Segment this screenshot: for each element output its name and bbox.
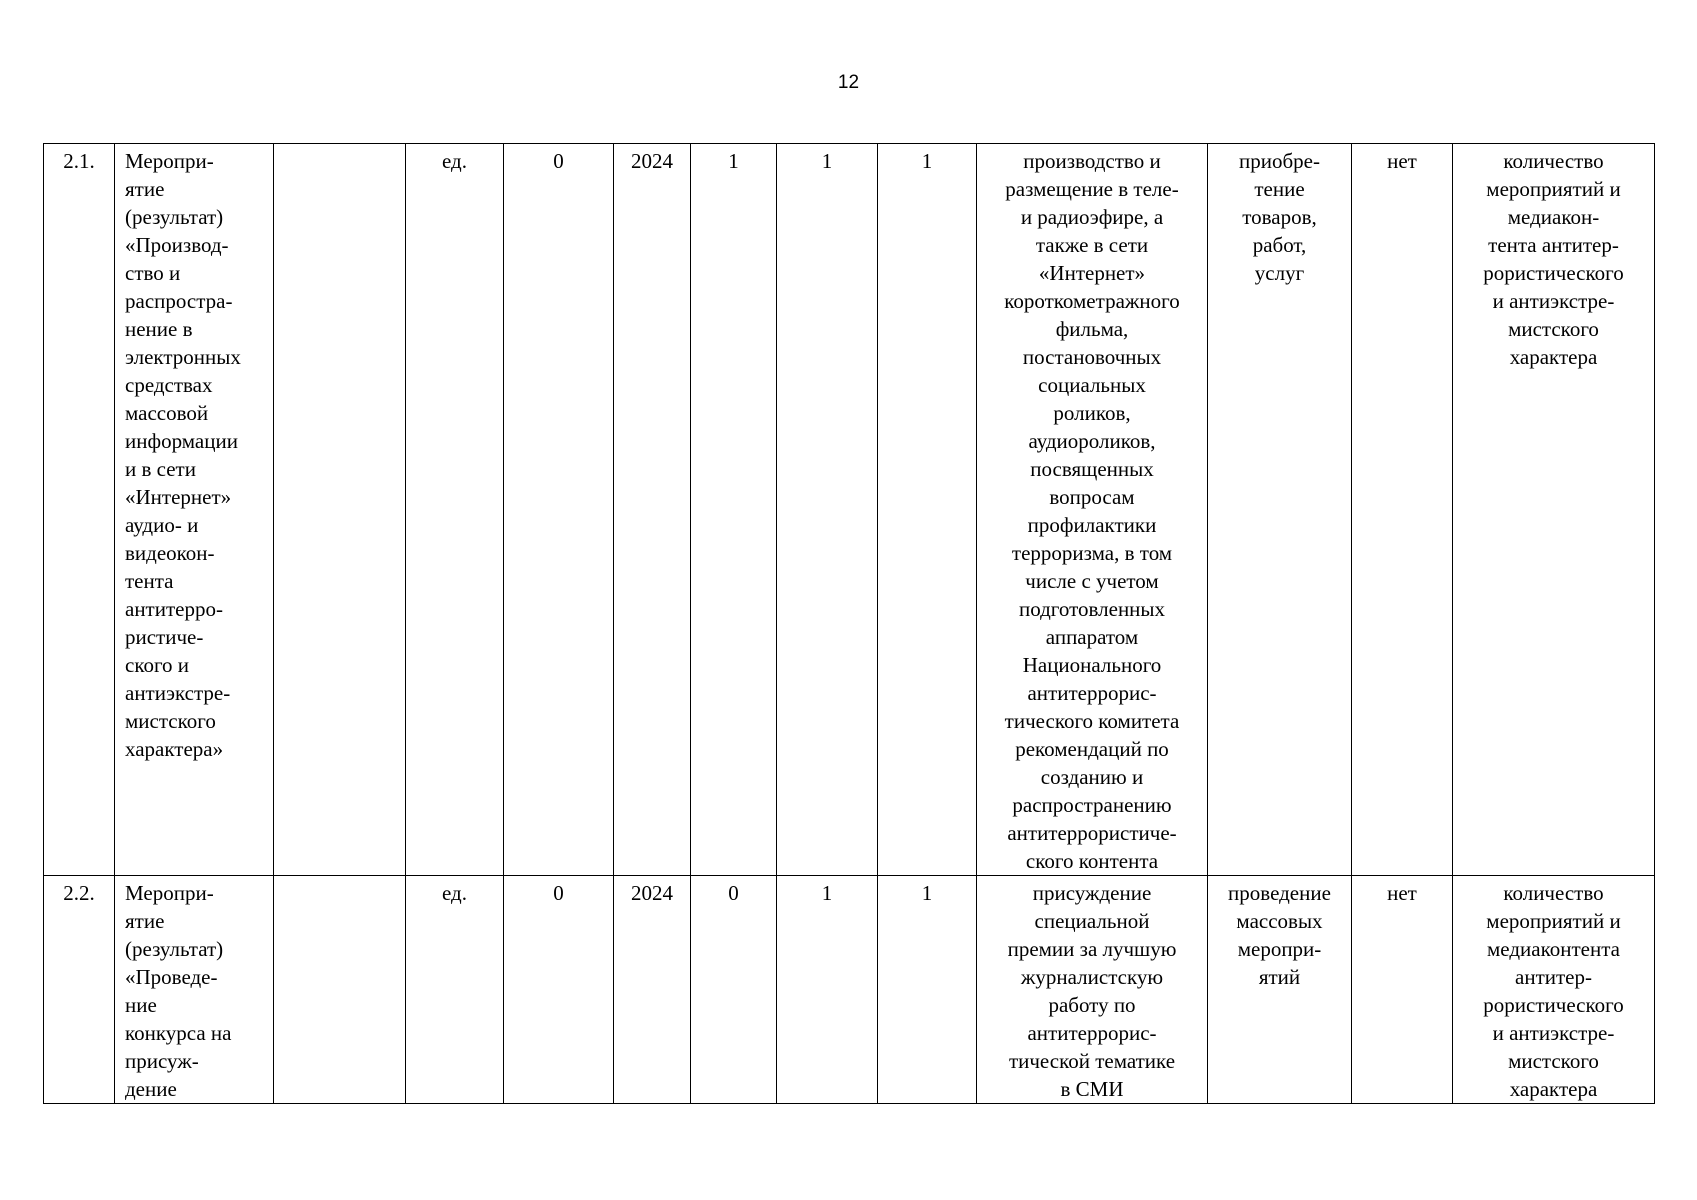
type-cell: приобре- тение товаров, работ, услуг xyxy=(1208,144,1352,876)
description-cell: присуждение специальной премии за лучшую журналистскую работу по антитеррорис- тической тематике в СМИ xyxy=(977,876,1208,1104)
type-cell: проведение массовых меропри- ятий xyxy=(1208,876,1352,1104)
characteristic-cell: количество мероприятий и медиаконтента антитер- рористического и антиэкстре- мистского характера xyxy=(1453,876,1655,1104)
value-cell-3: 1 xyxy=(878,144,977,876)
table-row xyxy=(44,876,1655,1104)
measure-name: Меропри- ятие (результат) «Производ- ство и распростра- нение в электронных средствах массовой информации и в сети «Интернет» аудио- и видеокон- тента антитерро- ристиче- ского и антиэкстре- мистского характера» xyxy=(115,144,274,876)
year-cell: 2024 xyxy=(614,876,691,1104)
measure-name: Меропри- ятие (результат) «Проведе- ние конкурса на присуж- дение xyxy=(115,876,274,1104)
row-number: 2.2. xyxy=(44,876,115,1104)
description-cell: производство и размещение в теле- и радиоэфире, а также в сети «Интернет» короткометражного фильма, постановочных социальных роликов, аудиороликов, посвященных вопросам профилактики терроризма, в том числе с учетом подготовленных аппаратом Национального антитеррорис- тического комитета рекомендаций по созданию и распространению антитеррористиче- ского контента xyxy=(977,144,1208,876)
base-value-cell: 0 xyxy=(504,876,614,1104)
empty-cell xyxy=(274,144,406,876)
base-value-cell: 0 xyxy=(504,144,614,876)
flag-cell: нет xyxy=(1352,144,1453,876)
year-cell: 2024 xyxy=(614,144,691,876)
empty-cell xyxy=(274,876,406,1104)
value-cell-3: 1 xyxy=(878,876,977,1104)
value-cell-1: 1 xyxy=(691,144,777,876)
value-cell-2: 1 xyxy=(777,144,878,876)
flag-cell: нет xyxy=(1352,876,1453,1104)
unit-cell: ед. xyxy=(406,876,504,1104)
value-cell-2: 1 xyxy=(777,876,878,1104)
page-number: 12 xyxy=(837,72,860,93)
value-cell-1: 0 xyxy=(691,876,777,1104)
unit-cell: ед. xyxy=(406,144,504,876)
row-number: 2.1. xyxy=(44,144,115,876)
table-row xyxy=(44,144,1655,876)
characteristic-cell: количество мероприятий и медиакон- тента антитер- рористического и антиэкстре- мистского характера xyxy=(1453,144,1655,876)
measures-table xyxy=(43,143,1655,1104)
